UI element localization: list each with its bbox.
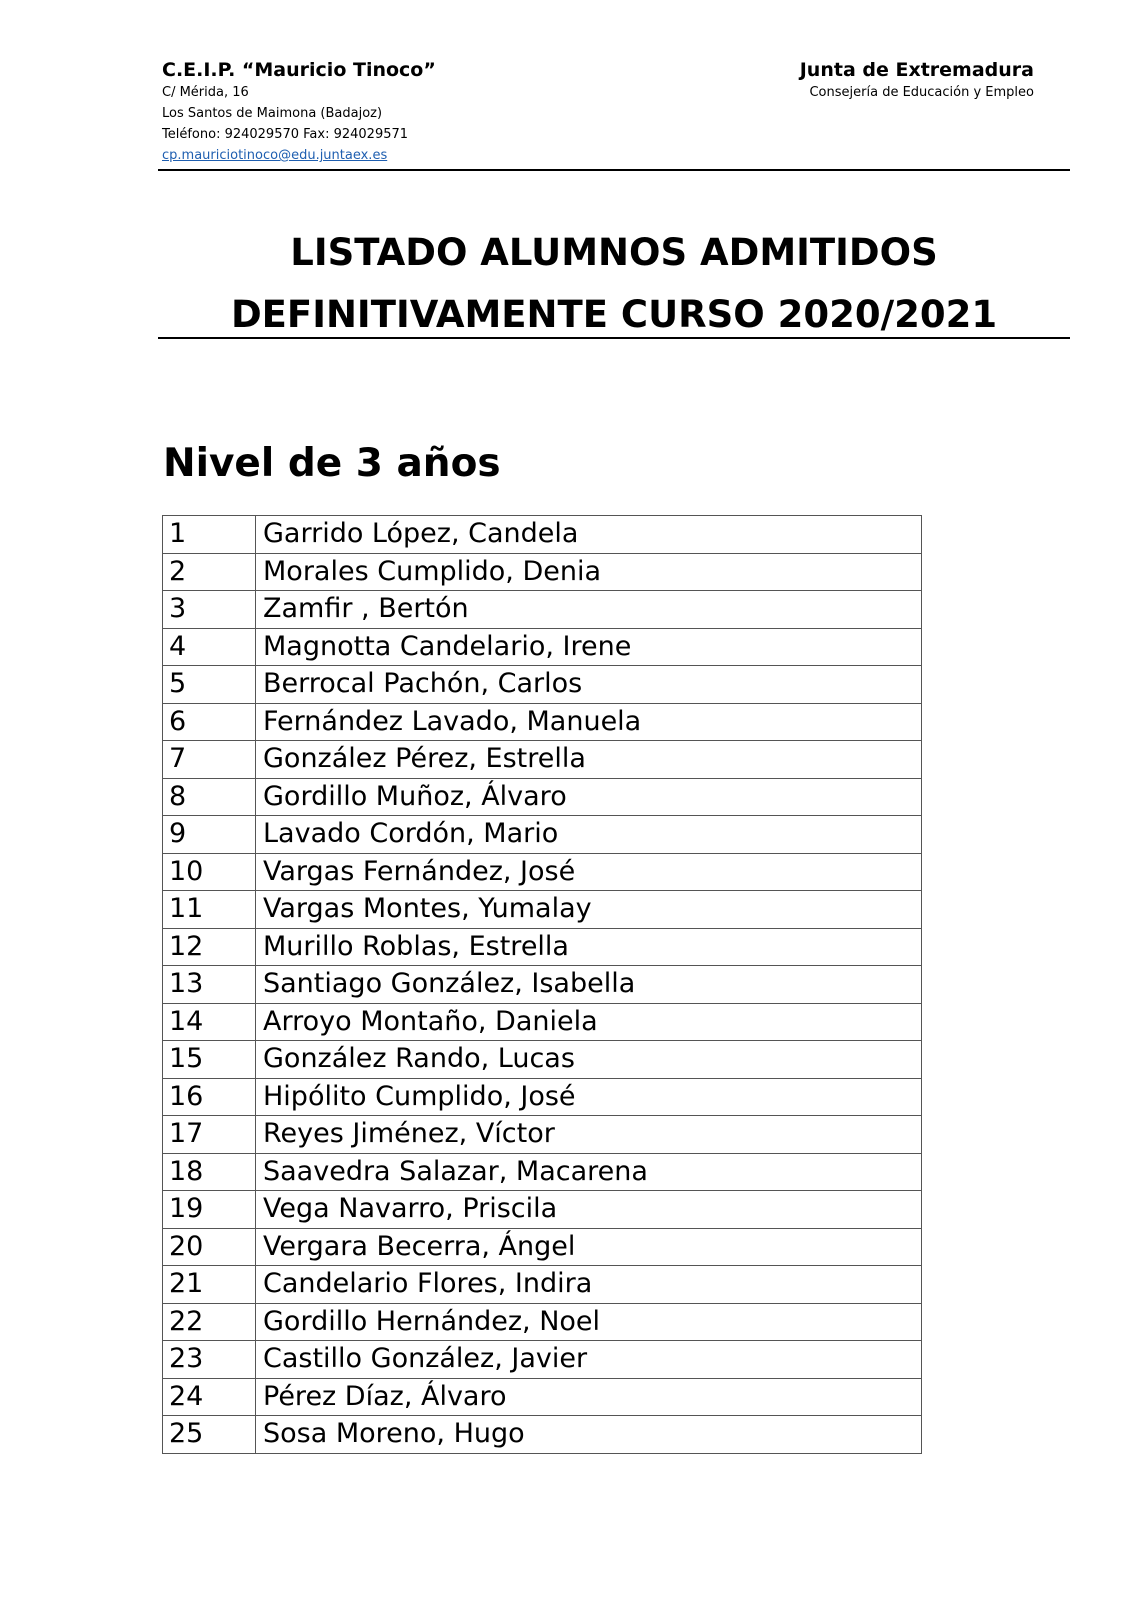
school-header	[162, 58, 436, 166]
table-row	[163, 928, 922, 966]
student-number: 10	[163, 853, 256, 891]
school-city: Los Santos de Maimona (Badajoz)	[162, 106, 383, 121]
student-number: 23	[163, 1341, 256, 1379]
student-name: Garrido López, Candela	[256, 516, 922, 554]
student-number: 25	[163, 1416, 256, 1454]
student-name: Sosa Moreno, Hugo	[256, 1416, 922, 1454]
student-number: 24	[163, 1378, 256, 1416]
student-name: Pérez Díaz, Álvaro	[256, 1378, 922, 1416]
school-email-link[interactable]: cp.mauriciotinoco@edu.juntaex.es	[162, 148, 388, 163]
table-row	[163, 628, 922, 666]
authority-name: Junta de Extremadura	[799, 59, 1034, 81]
table-row	[163, 1266, 922, 1304]
student-number: 17	[163, 1116, 256, 1154]
authority-header	[800, 58, 1034, 103]
table-row	[163, 1191, 922, 1229]
student-number: 5	[163, 666, 256, 704]
table-row	[163, 1116, 922, 1154]
title-line-2: DEFINITIVAMENTE CURSO 2020/2021	[230, 293, 998, 336]
school-phone-fax: Teléfono: 924029570 Fax: 924029571	[162, 127, 409, 142]
table-row	[163, 1341, 922, 1379]
student-name: González Pérez, Estrella	[256, 741, 922, 779]
student-number: 2	[163, 553, 256, 591]
student-name: Gordillo Hernández, Noel	[256, 1303, 922, 1341]
table-row	[163, 741, 922, 779]
table-row	[163, 816, 922, 854]
table-row	[163, 1303, 922, 1341]
student-name: Zamfir , Bertón	[256, 591, 922, 629]
student-name: Lavado Cordón, Mario	[256, 816, 922, 854]
student-number: 8	[163, 778, 256, 816]
table-row	[163, 591, 922, 629]
student-number: 15	[163, 1041, 256, 1079]
student-number: 9	[163, 816, 256, 854]
student-number: 12	[163, 928, 256, 966]
student-number: 20	[163, 1228, 256, 1266]
student-number: 13	[163, 966, 256, 1004]
title-divider	[158, 337, 1070, 339]
student-name: Santiago González, Isabella	[256, 966, 922, 1004]
student-name: Fernández Lavado, Manuela	[256, 703, 922, 741]
table-row	[163, 516, 922, 554]
student-name: Arroyo Montaño, Daniela	[256, 1003, 922, 1041]
student-number: 19	[163, 1191, 256, 1229]
student-number: 3	[163, 591, 256, 629]
table-row	[163, 553, 922, 591]
table-row	[163, 1416, 922, 1454]
table-row	[163, 666, 922, 704]
student-name: Vargas Fernández, José	[256, 853, 922, 891]
student-name: Vergara Becerra, Ángel	[256, 1228, 922, 1266]
header-divider	[158, 169, 1070, 171]
student-name: Vega Navarro, Priscila	[256, 1191, 922, 1229]
student-name: Murillo Roblas, Estrella	[256, 928, 922, 966]
table-row	[163, 1041, 922, 1079]
student-name: Castillo González, Javier	[256, 1341, 922, 1379]
student-number: 11	[163, 891, 256, 929]
student-name: Reyes Jiménez, Víctor	[256, 1116, 922, 1154]
student-name: Gordillo Muñoz, Álvaro	[256, 778, 922, 816]
student-name: Magnotta Candelario, Irene	[256, 628, 922, 666]
student-number: 1	[163, 516, 256, 554]
student-number: 6	[163, 703, 256, 741]
table-row	[163, 1228, 922, 1266]
student-number: 22	[163, 1303, 256, 1341]
student-name: Morales Cumplido, Denia	[256, 553, 922, 591]
student-name: Saavedra Salazar, Macarena	[256, 1153, 922, 1191]
student-number: 16	[163, 1078, 256, 1116]
student-name: Candelario Flores, Indira	[256, 1266, 922, 1304]
student-number: 21	[163, 1266, 256, 1304]
student-name: Berrocal Pachón, Carlos	[256, 666, 922, 704]
student-number: 14	[163, 1003, 256, 1041]
table-row	[163, 1153, 922, 1191]
student-number: 4	[163, 628, 256, 666]
school-name: C.E.I.P. “Mauricio Tinoco”	[162, 59, 436, 81]
student-name: Hipólito Cumplido, José	[256, 1078, 922, 1116]
school-address: C/ Mérida, 16	[162, 85, 249, 100]
table-row	[163, 891, 922, 929]
student-number: 18	[163, 1153, 256, 1191]
table-row	[163, 1003, 922, 1041]
table-row	[163, 853, 922, 891]
table-row	[163, 703, 922, 741]
table-row	[163, 1378, 922, 1416]
student-name: Vargas Montes, Yumalay	[256, 891, 922, 929]
authority-department: Consejería de Educación y Empleo	[809, 85, 1034, 100]
table-row	[163, 1078, 922, 1116]
table-row	[163, 966, 922, 1004]
table-row	[163, 778, 922, 816]
title-line-1: LISTADO ALUMNOS ADMITIDOS	[290, 231, 938, 274]
level-heading: Nivel de 3 años	[163, 441, 501, 486]
student-name: González Rando, Lucas	[256, 1041, 922, 1079]
page-title	[158, 222, 1070, 346]
students-table	[162, 515, 922, 1454]
student-number: 7	[163, 741, 256, 779]
